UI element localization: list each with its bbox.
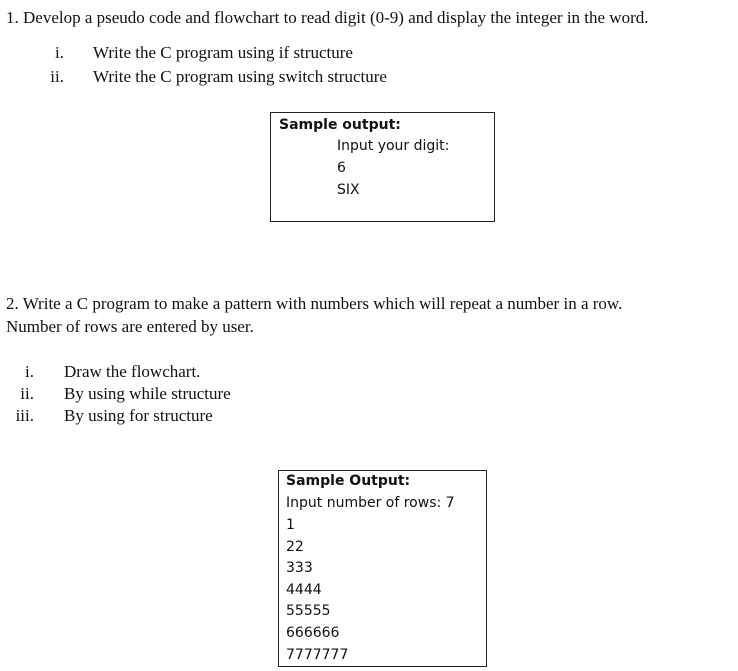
question-2-heading: 2. Write a C program to make a pattern with numbers which will repeat a number in a row. xyxy=(6,294,623,313)
sample-output-box-2 xyxy=(278,470,487,667)
sample-output-line: Input your digit: xyxy=(337,138,450,154)
sample-output-line: 4444 xyxy=(286,582,322,598)
item-number: iii. xyxy=(15,406,34,425)
question-1-heading: 1. Develop a pseudo code and flowchart to read digit (0-9) and display the integer in the word. xyxy=(6,8,649,27)
item-text: By using while structure xyxy=(64,384,231,403)
sample-output-title: Sample output: xyxy=(279,117,401,133)
item-number: ii. xyxy=(50,67,64,86)
sample-output-title: Sample Output: xyxy=(286,473,411,489)
item-number: ii. xyxy=(20,384,34,403)
sample-output-line: SIX xyxy=(337,182,360,198)
sample-output-line: 333 xyxy=(286,560,313,576)
sample-output-line: 1 xyxy=(286,517,295,533)
item-text: By using for structure xyxy=(64,406,213,425)
sample-output-line: 55555 xyxy=(286,603,331,619)
item-text: Draw the flowchart. xyxy=(64,362,201,381)
sample-output-box-1 xyxy=(270,112,495,222)
item-number: i. xyxy=(55,43,64,62)
sample-output-line: 22 xyxy=(286,539,304,555)
sample-output-line: 6 xyxy=(337,160,346,176)
sample-output-line: 666666 xyxy=(286,625,340,641)
item-number: i. xyxy=(25,362,34,381)
item-text: Write the C program using switch structure xyxy=(93,67,387,86)
item-text: Write the C program using if structure xyxy=(93,43,353,62)
sample-output-line: Input number of rows: 7 xyxy=(286,495,455,511)
sample-output-line: 7777777 xyxy=(286,647,349,663)
question-2-subheading: Number of rows are entered by user. xyxy=(6,317,254,336)
